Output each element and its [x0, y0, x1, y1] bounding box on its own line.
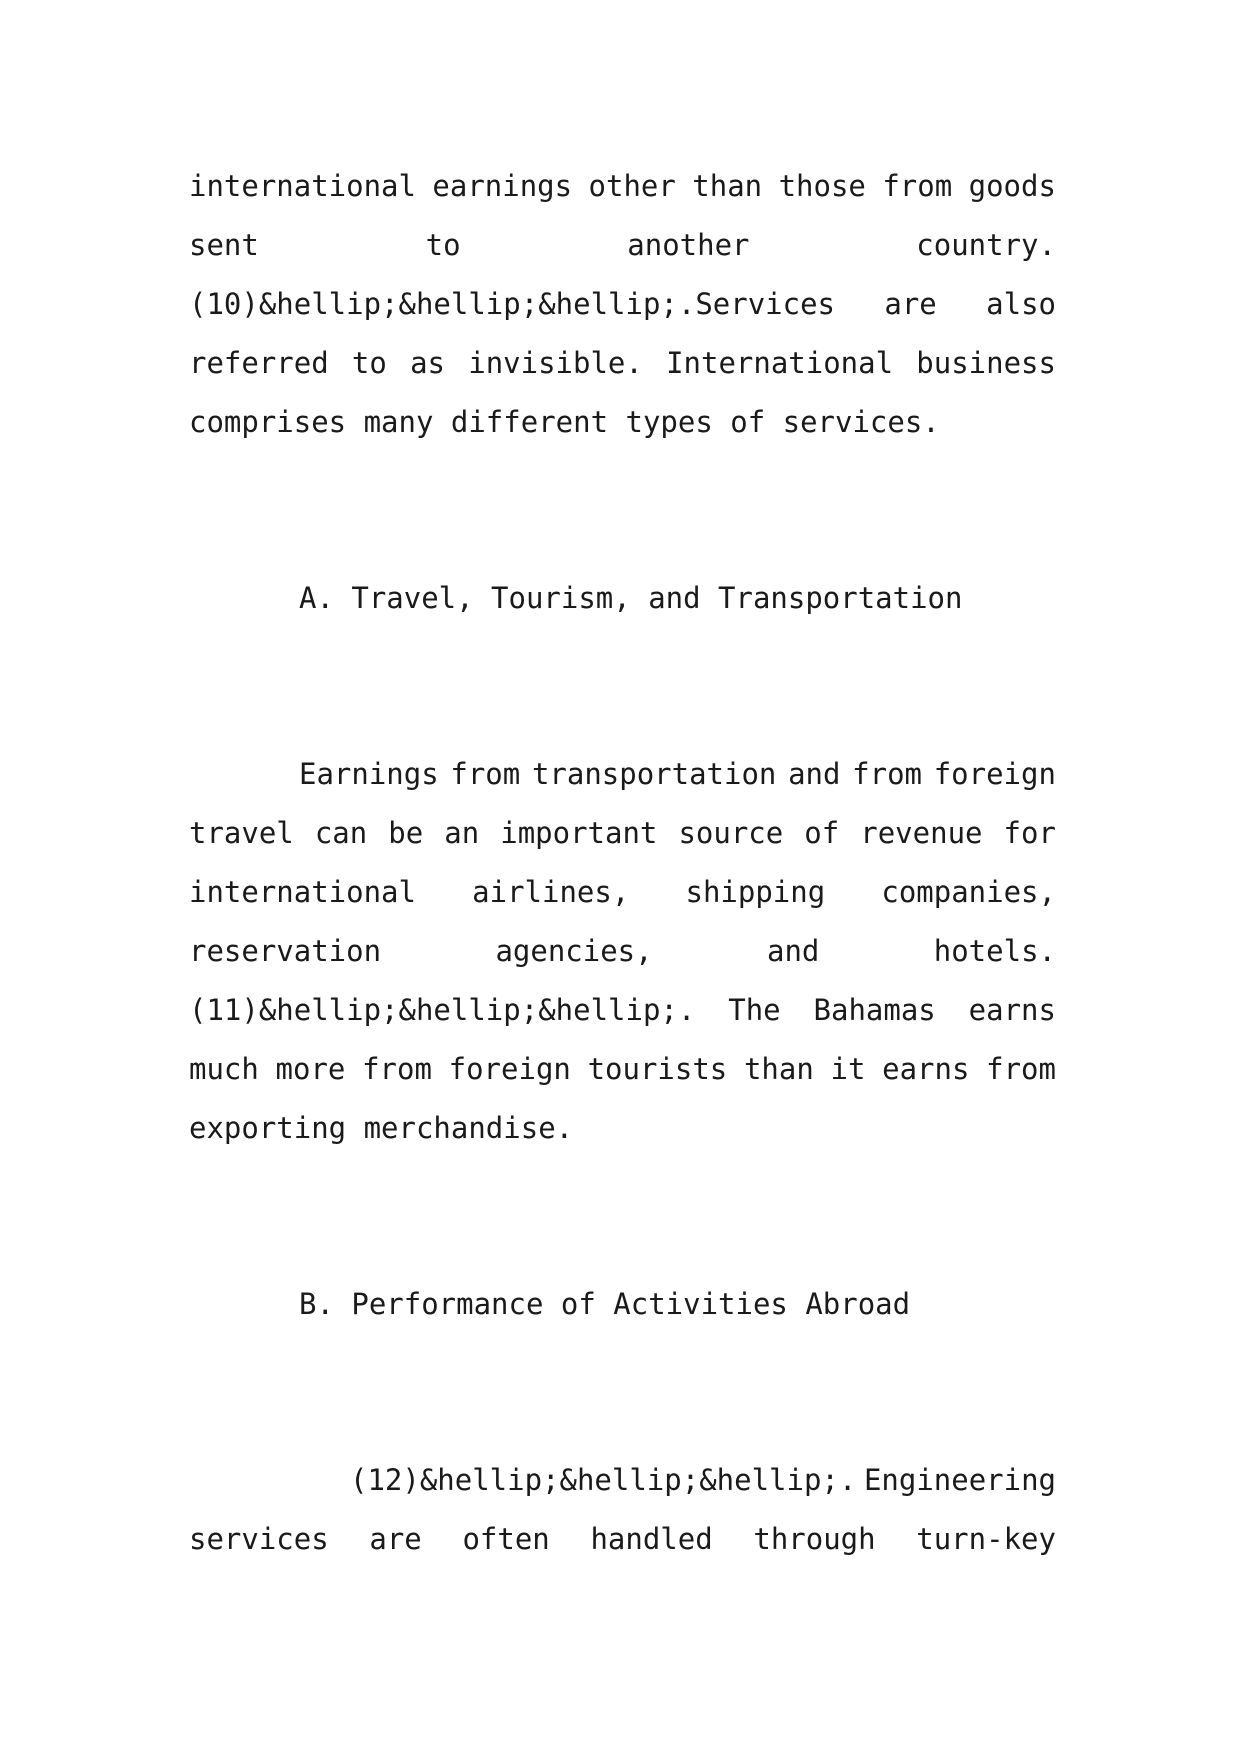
- word: referred: [189, 346, 329, 380]
- word: The: [728, 993, 781, 1027]
- word: are: [884, 287, 937, 321]
- word: sent: [189, 228, 259, 262]
- paragraph-a-line-2: [189, 816, 1056, 850]
- word: earns: [882, 1052, 970, 1086]
- word: it: [830, 1052, 866, 1086]
- word: through: [753, 1522, 876, 1556]
- paragraph-intro-line-3: [189, 287, 1056, 321]
- word: International: [666, 346, 894, 380]
- word: those: [778, 169, 866, 203]
- word: international: [189, 169, 416, 203]
- section-heading-b: B. Performance of Activities Abroad: [299, 1287, 911, 1321]
- word: from: [852, 757, 923, 791]
- word: transportation: [531, 757, 777, 791]
- word: (12)&hellip;&hellip;&hellip;.: [350, 1463, 857, 1497]
- word: much: [189, 1052, 259, 1086]
- word: international: [189, 875, 416, 909]
- word: also: [986, 287, 1056, 321]
- word: airlines,: [472, 875, 630, 909]
- word: hotels.: [933, 934, 1056, 968]
- word: Engineering: [863, 1463, 1056, 1497]
- word: country.: [916, 228, 1056, 262]
- word: Earnings: [299, 757, 439, 791]
- word: important: [500, 816, 658, 850]
- word: (10)&hellip;&hellip;&hellip;.Services: [189, 287, 836, 321]
- section-heading-a: A. Travel, Tourism, and Transportation: [299, 581, 963, 615]
- paragraph-a-line-7: [189, 1111, 1056, 1145]
- paragraph-a-line-4: [189, 934, 1056, 968]
- word: comprises many different types of services.: [189, 405, 940, 439]
- word: shipping: [685, 875, 826, 909]
- word: business: [916, 346, 1056, 380]
- word: earns: [968, 993, 1056, 1027]
- word: turn-key: [916, 1522, 1056, 1556]
- word: invisible.: [468, 346, 643, 380]
- word: be: [388, 816, 424, 850]
- word: and: [788, 757, 841, 791]
- word: other: [588, 169, 676, 203]
- word: another: [627, 228, 750, 262]
- paragraph-b-line-1: [350, 1463, 1056, 1497]
- word: source: [678, 816, 784, 850]
- word: travel: [189, 816, 294, 850]
- word: from: [362, 1052, 432, 1086]
- paragraph-intro-line-5: [189, 405, 1056, 439]
- word: more: [275, 1052, 346, 1086]
- word: goods: [968, 169, 1056, 203]
- word: from: [450, 757, 521, 791]
- word: foreign: [448, 1052, 571, 1086]
- word: to: [425, 228, 461, 262]
- paragraph-intro-line-2: [189, 228, 1056, 262]
- word: exporting merchandise.: [189, 1111, 574, 1145]
- word: often: [462, 1522, 550, 1556]
- paragraph-a-line-5: [189, 993, 1056, 1027]
- word: tourists: [587, 1052, 728, 1086]
- word: as: [410, 346, 445, 380]
- paragraph-b-line-2: [189, 1522, 1056, 1556]
- word: services: [189, 1522, 329, 1556]
- word: can: [314, 816, 368, 850]
- word: companies,: [881, 875, 1056, 909]
- word: for: [1003, 816, 1056, 850]
- word: from: [882, 169, 953, 203]
- word: and: [766, 934, 820, 968]
- word: revenue: [860, 816, 983, 850]
- word: an: [444, 816, 480, 850]
- word: to: [351, 346, 387, 380]
- word: earnings: [432, 169, 573, 203]
- word: handled: [590, 1522, 713, 1556]
- word: Bahamas: [813, 993, 936, 1027]
- word: of: [804, 816, 840, 850]
- paragraph-intro-line-4: [189, 346, 1056, 380]
- word: are: [369, 1522, 422, 1556]
- word: than: [743, 1052, 814, 1086]
- paragraph-a-line-1: [299, 757, 1056, 791]
- word: foreign: [933, 757, 1056, 791]
- paragraph-a-line-3: [189, 875, 1056, 909]
- word: from: [986, 1052, 1056, 1086]
- paragraph-a-line-6: [189, 1052, 1056, 1086]
- paragraph-intro-line-1: [189, 169, 1056, 203]
- word: (11)&hellip;&hellip;&hellip;.: [189, 993, 696, 1027]
- word: reservation: [189, 934, 382, 968]
- word: agencies,: [495, 934, 653, 968]
- word: than: [692, 169, 763, 203]
